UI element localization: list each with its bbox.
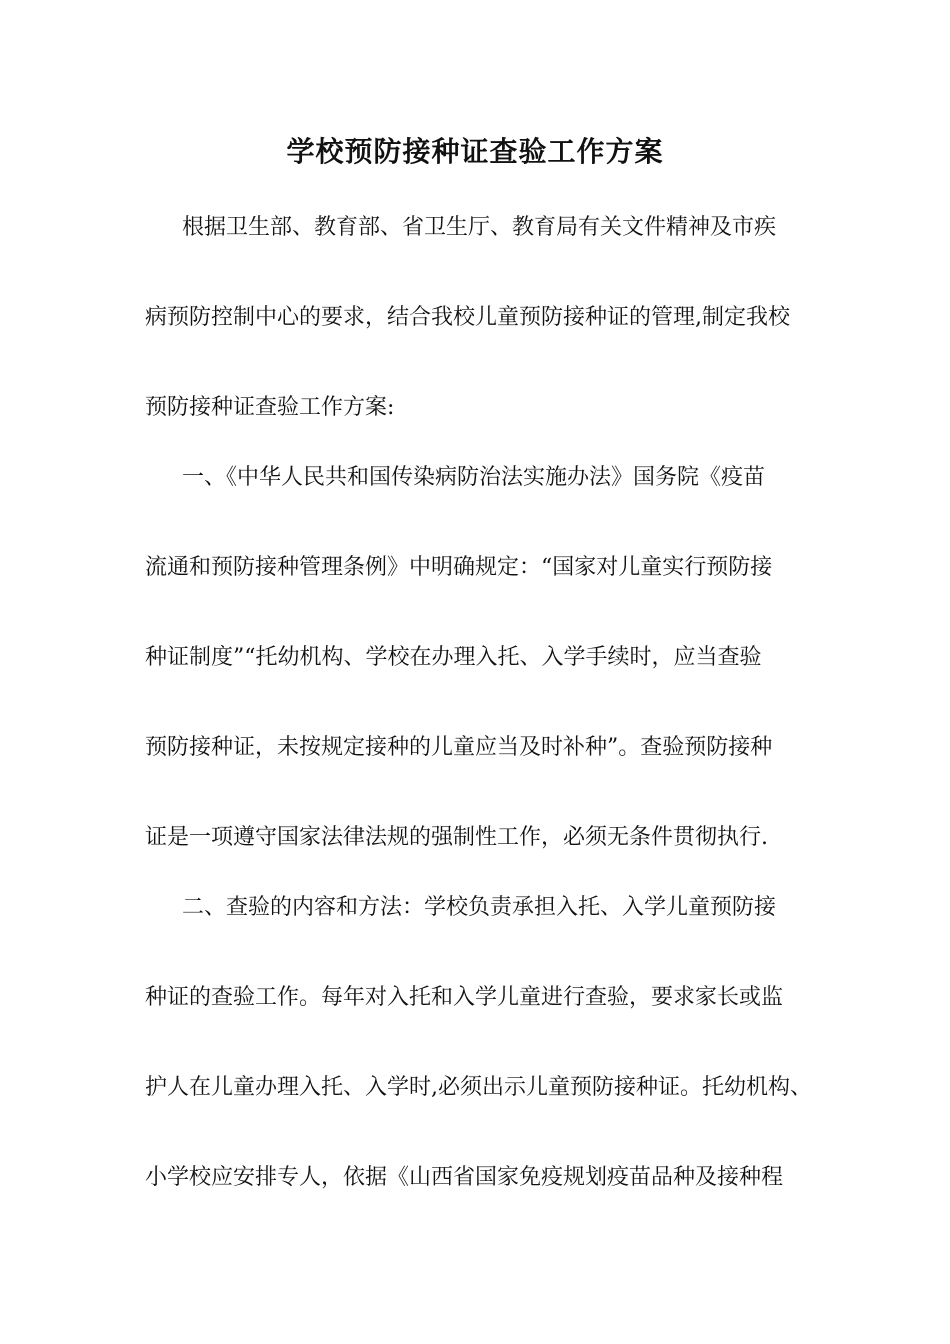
paragraph-line: 种证的查验工作。每年对入托和入学儿童进行查验，要求家长或监 xyxy=(145,985,784,1010)
paragraph-line: 证是一项遵守国家法律法规的强制性工作，必须无条件贯彻执行. xyxy=(145,825,768,850)
document-title: 学校预防接种证查验工作方案 xyxy=(286,135,664,168)
paragraph-line: 预防接种证，未按规定接种的儿童应当及时补种”。查验预防接种 xyxy=(145,735,773,760)
paragraph-line: 预防接种证查验工作方案: xyxy=(145,395,395,420)
paragraph-line: 流通和预防接种管理条例》中明确规定：“国家对儿童实行预防接 xyxy=(145,555,773,580)
paragraph-line: 小学校应安排专人，依据《山西省国家免疫规划疫苗品种及接种程 xyxy=(145,1165,784,1190)
paragraph-line: 病预防控制中心的要求，结合我校儿童预防接种证的管理,制定我校 xyxy=(145,305,790,330)
paragraph-line: 根据卫生部、教育部、省卫生厅、教育局有关文件精神及市疾 xyxy=(182,215,777,240)
paragraph-line: 二、查验的内容和方法：学校负责承担入托、入学儿童预防接 xyxy=(182,895,777,920)
paragraph-line: 一、《中华人民共和国传染病防治法实施办法》国务院《疫苗 xyxy=(182,465,766,490)
paragraph-line: 种证制度”“托幼机构、学校在办理入托、入学手续时，应当查验 xyxy=(145,645,762,670)
paragraph-line: 护人在儿童办理入托、入学时,必须出示儿童预防接种证。托幼机构、 xyxy=(145,1075,812,1100)
